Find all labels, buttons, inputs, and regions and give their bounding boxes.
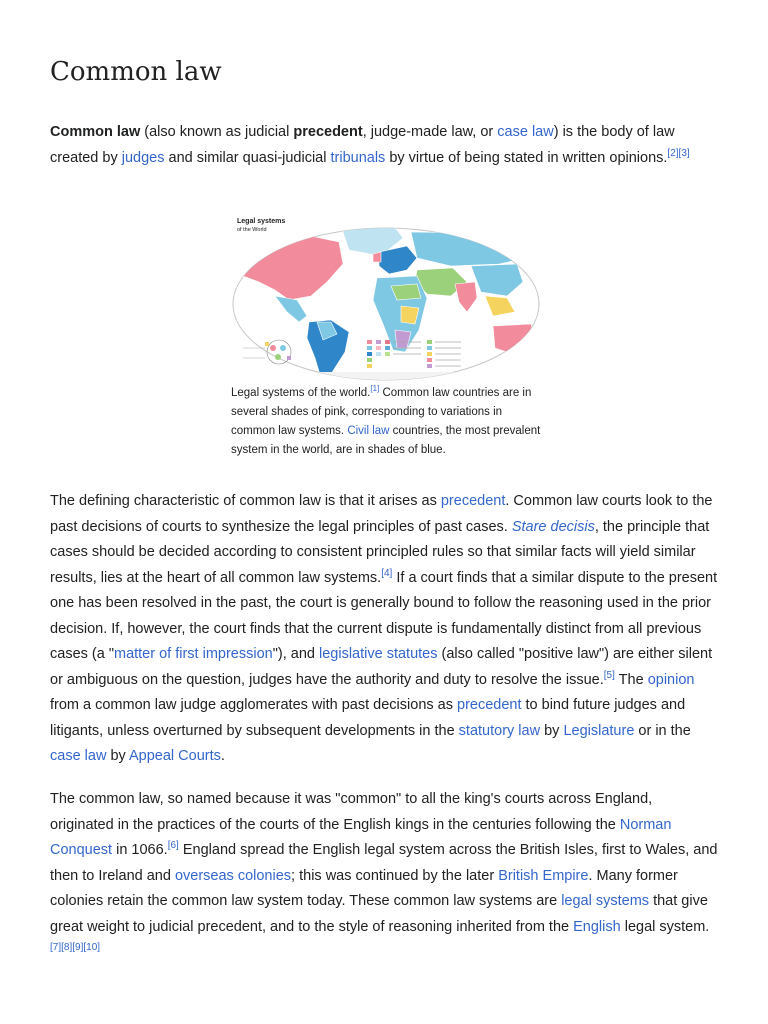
legal-systems-figure — [231, 212, 541, 460]
link-english[interactable]: English — [573, 918, 621, 935]
link-british-empire[interactable]: British Empire — [498, 867, 589, 884]
link-stare-decisis[interactable] — [512, 519, 595, 535]
link-case-law-2[interactable]: case law — [50, 748, 107, 764]
caption-text: Common law countries are in several shades of pink, corresponding to variations in common law systems. — [231, 387, 532, 437]
reference-4[interactable]: [4] — [381, 567, 393, 579]
link-legislature[interactable]: Legislature — [563, 722, 635, 739]
text-run: The defining characteristic of common law is that it arises as — [50, 493, 441, 509]
text-run: by — [540, 722, 564, 739]
text-run: England spread the English legal system across the British Isles, first to Wales, and then to Ireland and — [50, 842, 718, 884]
link-matter-of-first-impression[interactable]: matter of first impression — [113, 646, 273, 662]
text-run: by — [106, 748, 129, 764]
text-run: in 1066. — [112, 842, 168, 858]
caption-text: countries, the most prevalent system in the world, are in shades of blue. — [231, 425, 541, 456]
text-run: . — [220, 748, 225, 764]
history-paragraph — [50, 787, 718, 966]
link-appeal-courts[interactable]: Appeal Courts — [129, 748, 221, 764]
reference-9[interactable]: [9] — [72, 942, 84, 954]
text-run: from a common law judge agglomerates with past decisions as — [50, 697, 457, 713]
reference-6[interactable]: [6] — [167, 840, 179, 852]
text-run: , judge-made law, or — [362, 124, 498, 140]
text-run: "), and — [272, 646, 319, 662]
bold-term-precedent: precedent — [293, 124, 363, 140]
text-run: (also known as judicial — [140, 124, 294, 140]
link-precedent[interactable]: precedent — [440, 493, 506, 509]
text-run: If a court finds that a similar dispute to the present one has been resolved in the past, the court is generally bound to follow the reasoning used in the prior decision. If, however, the court finds that the current dispute is fundamentally distinct from all previous cases (a " — [50, 569, 718, 662]
world-legal-systems-map[interactable] — [231, 212, 541, 382]
text-run: that give great weight to judicial precedent, and to the style of reasoning inherited from the — [50, 893, 708, 935]
reference-1[interactable]: [1] — [370, 384, 380, 394]
reference-7[interactable]: [7] — [50, 942, 62, 954]
reference-2[interactable]: [2] — [667, 147, 679, 159]
text-run: or in the — [634, 722, 691, 739]
caption-text: Legal systems of the world. — [231, 387, 371, 399]
text-run: . Many former colonies retain the common law system today. These common law systems are — [50, 867, 678, 909]
reference-8[interactable]: [8] — [61, 942, 73, 954]
bold-term-common-law: Common law — [50, 124, 141, 140]
link-opinion[interactable]: opinion — [647, 671, 695, 688]
definition-paragraph — [50, 489, 718, 770]
text-run: by virtue of being stated in written opinions. — [385, 149, 668, 166]
map-title-line1: Legal systems — [237, 218, 286, 225]
text-run: . Common law courts look to the past decisions of courts to synthesize the legal principles of past cases. — [50, 493, 713, 535]
link-statutory-law[interactable]: statutory law — [458, 722, 541, 739]
text-run: , the principle that cases should be decided according to consistent principled rules so that similar facts will yield similar results, lies at the heart of all common law systems. — [50, 518, 710, 586]
link-judges[interactable]: judges — [121, 149, 165, 166]
reference-10[interactable]: [10] — [83, 942, 101, 954]
text-run: ; this was continued by the later — [291, 867, 499, 884]
link-precedent-2[interactable]: precedent — [457, 697, 522, 713]
text-run: The — [614, 671, 648, 688]
text-run: The common law, so named because it was "common" to all the king's courts across England, originated in the practices of the courts of the English kings in the centuries following the — [50, 791, 653, 833]
text-run: (also called "positive law") are either silent or ambiguous on the question, judges have the authority and duty to resolve the issue. — [50, 646, 713, 688]
link-overseas-colonies[interactable]: overseas colonies — [174, 867, 292, 884]
text-run: legal system. — [620, 918, 710, 935]
map-title-line2: of the World — [237, 227, 267, 233]
link-tribunals[interactable]: tribunals — [330, 149, 386, 166]
reference-5[interactable]: [5] — [603, 669, 615, 681]
text-run: and similar quasi-judicial — [164, 149, 331, 166]
page-title: Common law — [50, 57, 222, 87]
link-norman-conquest[interactable]: Norman Conquest — [50, 816, 672, 858]
link-case-law[interactable]: case law — [497, 124, 554, 140]
link-legal-systems[interactable]: legal systems — [561, 893, 650, 909]
italic-term: Stare decisis — [511, 518, 595, 535]
text-run: to bind future judges and litigants, unless overturned by subsequent developments in the — [50, 697, 686, 739]
text-run: ) is the body of law created by — [50, 124, 675, 166]
link-legislative-statutes[interactable]: legislative statutes — [319, 646, 438, 662]
link-civil-law[interactable]: Civil law — [347, 425, 390, 437]
reference-3[interactable]: [3] — [678, 147, 690, 159]
figure-caption — [231, 384, 541, 460]
intro-paragraph — [50, 120, 718, 171]
